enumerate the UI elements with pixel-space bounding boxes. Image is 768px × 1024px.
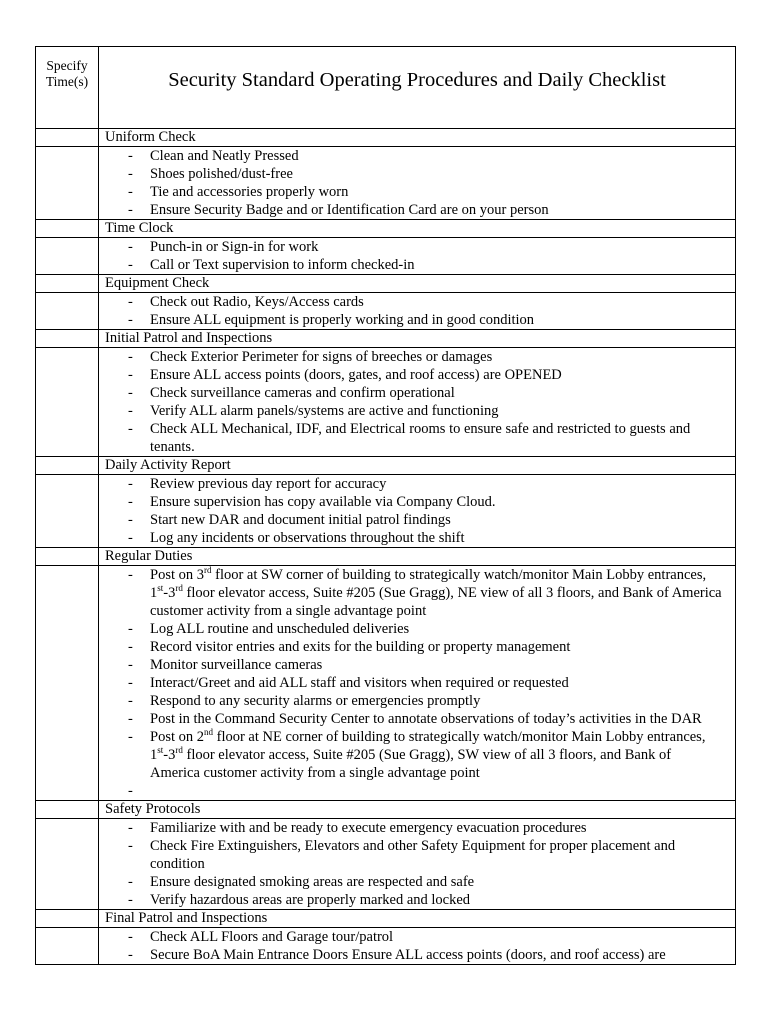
checklist-item: - Check ALL Mechanical, IDF, and Electrical rooms to ensure safe and restricted to guests and tenants. xyxy=(99,420,735,456)
document-title: Security Standard Operating Procedures and Daily Checklist xyxy=(168,69,666,91)
section-header-row-time-clock xyxy=(36,220,736,238)
checklist-item: - Check surveillance cameras and confirm operational xyxy=(99,384,735,402)
time-cell-items-uniform-check[interactable] xyxy=(36,147,99,220)
time-cell-items-time-clock[interactable] xyxy=(36,238,99,275)
checklist-items xyxy=(99,819,735,909)
checklist-items xyxy=(99,147,735,219)
checklist-item: - Start new DAR and document initial patrol findings xyxy=(99,511,735,529)
section-items-row-final-patrol-and-inspections xyxy=(36,928,736,965)
checklist-item: - Punch-in or Sign-in for work xyxy=(99,238,735,256)
section-items-cell-final-patrol-and-inspections xyxy=(99,928,736,965)
section-header-row-equipment-check xyxy=(36,275,736,293)
checklist-items xyxy=(99,566,735,800)
checklist-item: - Tie and accessories properly worn xyxy=(99,183,735,201)
checklist-item: - Secure BoA Main Entrance Doors Ensure ALL access points (doors, and roof access) are xyxy=(99,946,735,964)
checklist-items xyxy=(99,928,735,964)
time-cell-equipment-check[interactable] xyxy=(36,275,99,293)
checklist-items xyxy=(99,293,735,329)
checklist-item: - Record visitor entries and exits for the building or property management xyxy=(99,638,735,656)
checklist-item: - Post on 3rd floor at SW corner of building to strategically watch/monitor Main Lobby entrances, 1st-3rd floor elevator access, Suite #205 (Sue Gragg), NE view of all 3 floors, and Bank of America customer activity from a single advantage point xyxy=(99,566,735,620)
section-title-initial-patrol-and-inspections: Initial Patrol and Inspections xyxy=(99,330,736,348)
checklist-items xyxy=(99,238,735,274)
section-header-row-daily-activity-report xyxy=(36,457,736,475)
checklist-item: - Check Exterior Perimeter for signs of breeches or damages xyxy=(99,348,735,366)
time-cell-items-safety-protocols[interactable] xyxy=(36,819,99,910)
checklist-item: - Call or Text supervision to inform checked-in xyxy=(99,256,735,274)
section-title-safety-protocols: Safety Protocols xyxy=(99,801,736,819)
checklist-item: - Ensure ALL equipment is properly working and in good condition xyxy=(99,311,735,329)
section-items-row-uniform-check xyxy=(36,147,736,220)
section-items-row-daily-activity-report xyxy=(36,475,736,548)
section-items-cell-daily-activity-report xyxy=(99,475,736,548)
time-cell-items-initial-patrol-and-inspections[interactable] xyxy=(36,348,99,457)
section-items-row-regular-duties xyxy=(36,566,736,801)
section-items-cell-initial-patrol-and-inspections xyxy=(99,348,736,457)
section-header-row-safety-protocols xyxy=(36,801,736,819)
time-column-label: Specify Time(s) xyxy=(45,58,89,89)
checklist-body xyxy=(36,47,736,965)
section-items-row-equipment-check xyxy=(36,293,736,330)
checklist-item: - Verify hazardous areas are properly marked and locked xyxy=(99,891,735,909)
section-header-row-uniform-check xyxy=(36,129,736,147)
time-cell-regular-duties[interactable] xyxy=(36,548,99,566)
time-cell-final-patrol-and-inspections[interactable] xyxy=(36,910,99,928)
checklist-item: - Post in the Command Security Center to annotate observations of today’s activities in the DAR xyxy=(99,710,735,728)
section-header-row-final-patrol-and-inspections xyxy=(36,910,736,928)
time-cell-safety-protocols[interactable] xyxy=(36,801,99,819)
section-items-cell-regular-duties xyxy=(99,566,736,801)
section-items-row-safety-protocols xyxy=(36,819,736,910)
section-title-daily-activity-report: Daily Activity Report xyxy=(99,457,736,475)
section-items-cell-safety-protocols xyxy=(99,819,736,910)
checklist-item: - Familiarize with and be ready to execute emergency evacuation procedures xyxy=(99,819,735,837)
document-title-cell xyxy=(99,47,736,129)
checklist-item: - Check Fire Extinguishers, Elevators and other Safety Equipment for proper placement and condition xyxy=(99,837,735,873)
checklist-items xyxy=(99,475,735,547)
checklist-item: - Ensure ALL access points (doors, gates, and roof access) are OPENED xyxy=(99,366,735,384)
checklist-item: - Review previous day report for accuracy xyxy=(99,475,735,493)
checklist-item: - Log any incidents or observations throughout the shift xyxy=(99,529,735,547)
checklist-item: - Check out Radio, Keys/Access cards xyxy=(99,293,735,311)
checklist-item: - Shoes polished/dust-free xyxy=(99,165,735,183)
time-cell-items-regular-duties[interactable] xyxy=(36,566,99,801)
time-cell-time-clock[interactable] xyxy=(36,220,99,238)
time-cell-initial-patrol-and-inspections[interactable] xyxy=(36,330,99,348)
header-row xyxy=(36,47,736,129)
time-cell-items-daily-activity-report[interactable] xyxy=(36,475,99,548)
section-header-row-regular-duties xyxy=(36,548,736,566)
checklist-items xyxy=(99,348,735,456)
checklist-item: - Interact/Greet and aid ALL staff and visitors when required or requested xyxy=(99,674,735,692)
checklist-item: - Clean and Neatly Pressed xyxy=(99,147,735,165)
checklist-item: - Verify ALL alarm panels/systems are active and functioning xyxy=(99,402,735,420)
checklist-item: - Respond to any security alarms or emergencies promptly xyxy=(99,692,735,710)
time-cell-daily-activity-report[interactable] xyxy=(36,457,99,475)
section-title-equipment-check: Equipment Check xyxy=(99,275,736,293)
checklist-item: - Ensure designated smoking areas are respected and safe xyxy=(99,873,735,891)
section-items-cell-equipment-check xyxy=(99,293,736,330)
section-items-row-time-clock xyxy=(36,238,736,275)
section-title-time-clock: Time Clock xyxy=(99,220,736,238)
section-items-row-initial-patrol-and-inspections xyxy=(36,348,736,457)
section-items-cell-uniform-check xyxy=(99,147,736,220)
checklist-item: - Post on 2nd floor at NE corner of building to strategically watch/monitor Main Lobby entrances, 1st-3rd floor elevator access, Suite #205 (Sue Gragg), SW view of all 3 floors, and Bank of America customer activity from a single advantage point xyxy=(99,728,735,782)
section-header-row-initial-patrol-and-inspections xyxy=(36,330,736,348)
checklist-item: - Ensure Security Badge and or Identification Card are on your person xyxy=(99,201,735,219)
checklist-item: - Monitor surveillance cameras xyxy=(99,656,735,674)
time-cell-uniform-check[interactable] xyxy=(36,129,99,147)
checklist-item xyxy=(99,782,735,800)
checklist-item: - Ensure supervision has copy available via Company Cloud. xyxy=(99,493,735,511)
section-title-final-patrol-and-inspections: Final Patrol and Inspections xyxy=(99,910,736,928)
section-items-cell-time-clock xyxy=(99,238,736,275)
checklist-item: - Check ALL Floors and Garage tour/patrol xyxy=(99,928,735,946)
time-column-header xyxy=(36,47,99,129)
checklist-table xyxy=(35,46,736,965)
section-title-regular-duties: Regular Duties xyxy=(99,548,736,566)
checklist-item: - Log ALL routine and unscheduled deliveries xyxy=(99,620,735,638)
section-title-uniform-check: Uniform Check xyxy=(99,129,736,147)
time-cell-items-final-patrol-and-inspections[interactable] xyxy=(36,928,99,965)
time-cell-items-equipment-check[interactable] xyxy=(36,293,99,330)
